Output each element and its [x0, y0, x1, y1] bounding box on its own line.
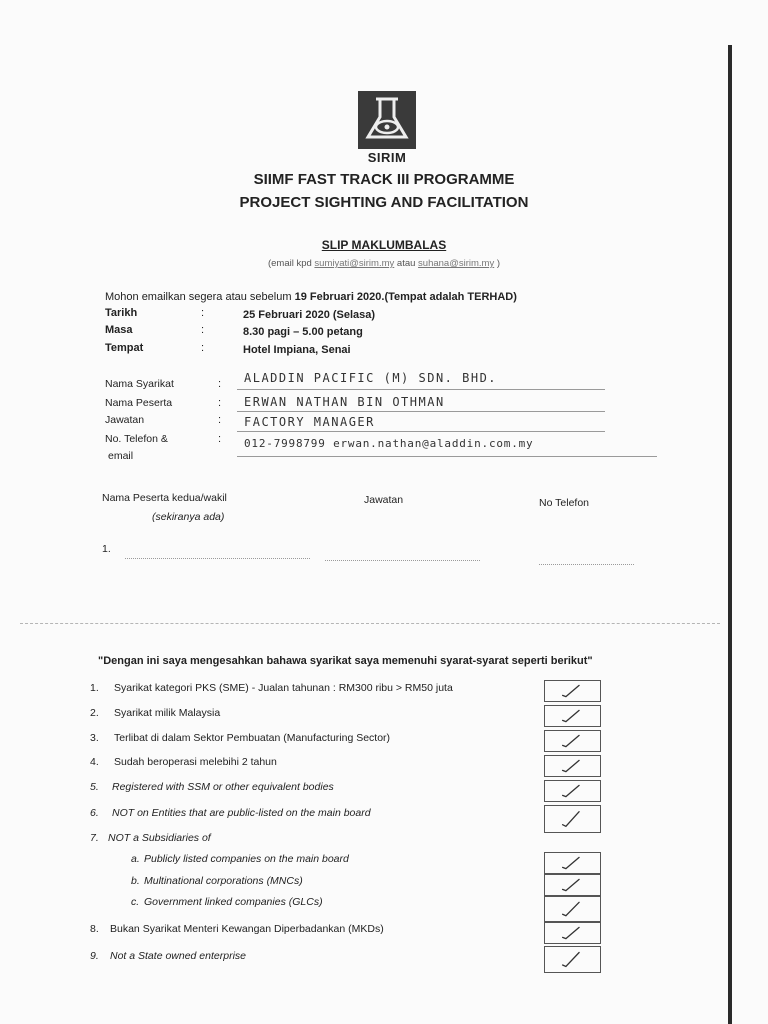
field-value-participant[interactable]: ERWAN NATHAN BIN OTHMAN — [244, 395, 445, 409]
email-note-prefix: (email kpd — [267, 258, 312, 269]
email-link-2[interactable]: suhana@sirim.my — [418, 258, 495, 269]
field-value-company[interactable]: ALADDIN PACIFIC (M) SDN. BHD. — [244, 371, 498, 385]
field-value-position[interactable]: FACTORY MANAGER — [244, 415, 375, 429]
intro-text: Mohon emailkan segera atau sebelum — [105, 291, 292, 303]
event-value-time: 8.30 pagi – 5.00 petang — [243, 326, 363, 338]
criteria-num: 8. — [90, 923, 99, 935]
field-label-position: Jawatan — [105, 414, 145, 426]
colon: : — [201, 324, 205, 336]
checkbox-criteria-7c[interactable] — [544, 896, 601, 922]
email-link-1[interactable]: sumiyati@sirim.my — [314, 258, 395, 269]
email-note-suffix: ) — [496, 258, 501, 269]
email-note-mid: atau — [396, 258, 416, 269]
checkbox-criteria-5[interactable] — [544, 780, 601, 802]
field-label-participant: Nama Peserta — [105, 397, 173, 409]
criteria-text: Registered with SSM or other equivalent bodies — [112, 781, 334, 793]
check-mark-icon — [545, 947, 600, 972]
field-underline — [237, 456, 657, 457]
criteria-text: Bukan Syarikat Menteri Kewangan Diperbadankan (MKDs) — [110, 923, 384, 935]
second-participant-label: Nama Peserta kedua/wakil — [102, 492, 227, 504]
row-number: 1. — [102, 543, 111, 555]
checkbox-criteria-7b[interactable] — [544, 874, 601, 896]
checkbox-criteria-6[interactable] — [544, 805, 601, 833]
criteria-text: Multinational corporations (MNCs) — [144, 875, 303, 887]
check-mark-icon — [545, 681, 600, 701]
criteria-num: 5. — [90, 781, 99, 793]
checkbox-criteria-2[interactable] — [544, 705, 601, 727]
check-mark-icon — [545, 897, 600, 921]
field-underline — [237, 389, 605, 390]
field-label-email: email — [108, 450, 134, 462]
colon: : — [218, 378, 222, 390]
criteria-text: NOT on Entities that are public-listed on the main board — [112, 807, 371, 819]
check-mark-icon — [545, 706, 600, 726]
check-mark-icon — [545, 853, 600, 873]
colon: : — [218, 414, 222, 426]
criteria-num: 1. — [90, 682, 99, 694]
criteria-text: Publicly listed companies on the main board — [144, 853, 349, 865]
event-label-time: Masa — [105, 324, 133, 336]
event-value-date: 25 Februari 2020 (Selasa) — [243, 309, 376, 321]
field-underline — [237, 431, 605, 432]
blank-phone-line[interactable] — [539, 564, 634, 565]
event-label-venue: Tempat — [105, 342, 144, 354]
check-mark-icon — [545, 781, 600, 801]
criteria-text: Syarikat milik Malaysia — [114, 707, 221, 719]
logo-wordmark: SIRIM — [367, 150, 407, 165]
checkbox-criteria-1[interactable] — [544, 680, 601, 702]
checkbox-criteria-8[interactable] — [544, 922, 601, 944]
colon: : — [218, 397, 222, 409]
checkbox-criteria-7a[interactable] — [544, 852, 601, 874]
criteria-num: b. — [131, 875, 140, 887]
event-value-venue: Hotel Impiana, Senai — [243, 344, 351, 356]
sirim-logo-icon — [358, 91, 416, 149]
email-note — [0, 258, 768, 269]
criteria-num: 2. — [90, 707, 99, 719]
field-label-company: Nama Syarikat — [105, 378, 174, 390]
intro-deadline: 19 Februari 2020.(Tempat adalah TERHAD) — [294, 291, 517, 303]
colon: : — [218, 433, 222, 445]
event-label-date: Tarikh — [105, 307, 138, 319]
check-mark-icon — [545, 923, 600, 943]
field-underline — [237, 411, 605, 412]
check-mark-icon — [545, 806, 600, 832]
criteria-text: Terlibat di dalam Sektor Pembuatan (Manufacturing Sector) — [114, 732, 391, 744]
criteria-text: Syarikat kategori PKS (SME) - Jualan tahunan : RM300 ribu > RM50 juta — [114, 682, 453, 694]
blank-name-line[interactable] — [125, 558, 310, 559]
check-mark-icon — [545, 756, 600, 776]
programme-subtitle: PROJECT SIGHTING AND FACILITATION — [239, 194, 529, 211]
col-header-position: Jawatan — [364, 494, 404, 506]
criteria-text: Sudah beroperasi melebihi 2 tahun — [114, 756, 277, 768]
checkbox-criteria-3[interactable] — [544, 730, 601, 752]
declaration-text: "Dengan ini saya mengesahkan bahawa syarikat saya memenuhi syarat-syarat seperti berikut" — [98, 655, 593, 667]
colon: : — [201, 307, 205, 319]
criteria-num: 6. — [90, 807, 99, 819]
criteria-num: 9. — [90, 950, 99, 962]
check-mark-icon — [545, 875, 600, 895]
checkbox-criteria-4[interactable] — [544, 755, 601, 777]
criteria-num: c. — [131, 896, 140, 908]
colon: : — [201, 342, 205, 354]
intro-line — [105, 291, 517, 303]
criteria-num: 7. — [90, 832, 99, 844]
blank-position-line[interactable] — [325, 560, 480, 561]
col-header-phone: No Telefon — [539, 497, 590, 509]
checkbox-criteria-9[interactable] — [544, 946, 601, 973]
criteria-num: 4. — [90, 756, 99, 768]
field-value-contact[interactable]: 012-7998799 erwan.nathan@aladdin.com.my — [244, 437, 534, 450]
page-edge-shadow — [728, 45, 732, 1024]
second-participant-note: (sekiranya ada) — [152, 511, 225, 523]
criteria-num: a. — [131, 853, 140, 865]
section-divider — [20, 623, 720, 624]
slip-title: SLIP MAKLUMBALAS — [321, 238, 447, 252]
check-mark-icon — [545, 731, 600, 751]
criteria-num: 3. — [90, 732, 99, 744]
criteria-text: NOT a Subsidiaries of — [108, 832, 211, 844]
criteria-text: Government linked companies (GLCs) — [144, 896, 323, 908]
field-label-phone: No. Telefon & — [105, 433, 168, 445]
programme-title: SIIMF FAST TRACK III PROGRAMME — [253, 171, 515, 188]
criteria-text: Not a State owned enterprise — [110, 950, 246, 962]
